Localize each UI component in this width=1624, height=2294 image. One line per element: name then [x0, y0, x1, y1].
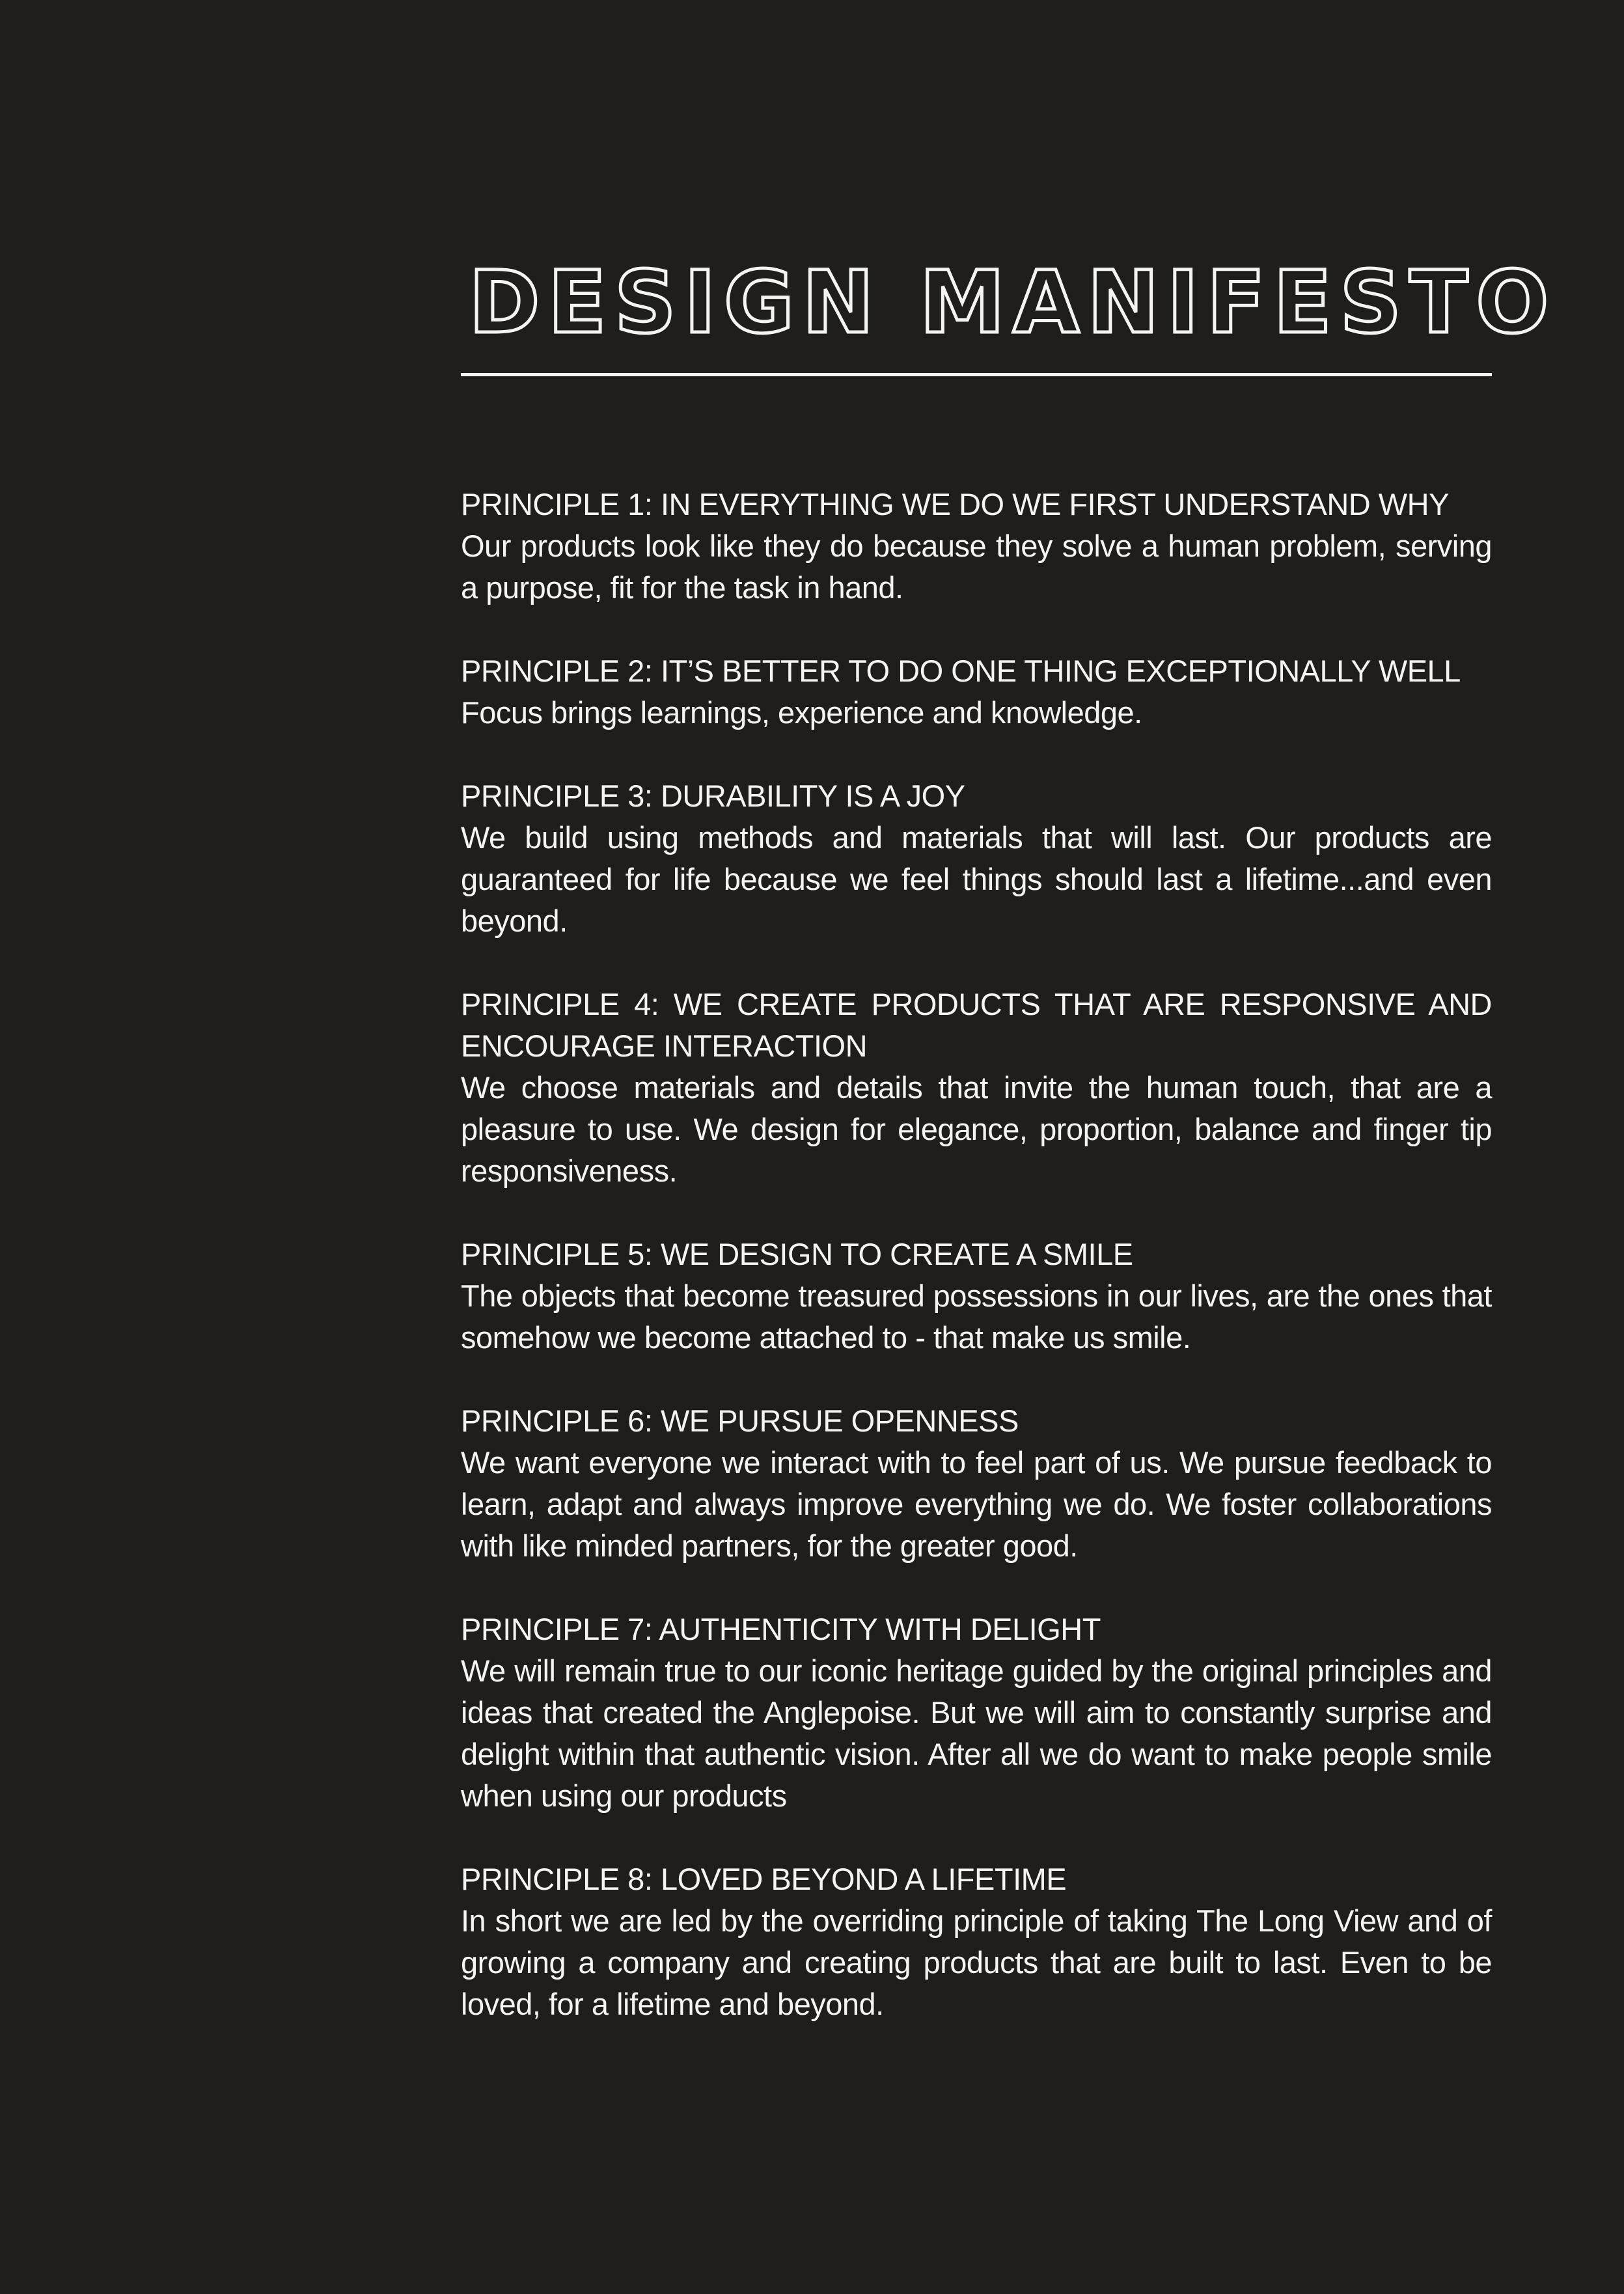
principle-body: In short we are led by the overriding principle of taking The Long View and of growing a company and creating products that are built to last. Even to be loved, for a lifetime and beyond. — [461, 1903, 1492, 2021]
principle-8 — [461, 1859, 1492, 2025]
principle-3 — [461, 775, 1492, 942]
principle-body: We will remain true to our iconic heritage guided by the original principles and ideas that created the Anglepoise. But we will aim to constantly surprise and delight within that authentic vision. After all we do want to make people smile when using our products — [461, 1653, 1492, 1813]
principle-heading: PRINCIPLE 1: IN EVERYTHING WE DO WE FIRST UNDERSTAND WHY — [461, 487, 1449, 521]
principle-2 — [461, 650, 1492, 734]
principle-body: We want everyone we interact with to feel part of us. We pursue feedback to learn, adapt and always improve everything we do. We foster collaborations with like minded partners, for the greater good. — [461, 1445, 1492, 1563]
principle-heading: PRINCIPLE 2: IT’S BETTER TO DO ONE THING EXCEPTIONALLY WELL — [461, 654, 1461, 688]
principle-heading: PRINCIPLE 5: WE DESIGN TO CREATE A SMILE — [461, 1237, 1133, 1271]
principle-heading: PRINCIPLE 6: WE PURSUE OPENNESS — [461, 1403, 1019, 1438]
principle-body: We choose materials and details that invite the human touch, that are a pleasure to use. We design for elegance, proportion, balance and finger tip responsiveness. — [461, 1070, 1492, 1188]
principle-heading: PRINCIPLE 3: DURABILITY IS A JOY — [461, 779, 965, 813]
principle-7 — [461, 1609, 1492, 1817]
title-divider — [461, 373, 1492, 376]
principle-heading: PRINCIPLE 4: WE CREATE PRODUCTS THAT ARE RESPONSIVE AND ENCOURAGE INTERACTION — [461, 987, 1492, 1063]
principle-heading: PRINCIPLE 8: LOVED BEYOND A LIFETIME — [461, 1862, 1067, 1896]
principle-4 — [461, 984, 1492, 1192]
principle-body: Focus brings learnings, experience and knowledge. — [461, 695, 1142, 730]
principle-1 — [461, 484, 1492, 609]
principle-6 — [461, 1400, 1492, 1567]
principle-body: Our products look like they do because they solve a human problem, serving a purpose, fit for the task in hand. — [461, 529, 1492, 605]
principle-body: We build using methods and materials that will last. Our products are guaranteed for life because we feel things should last a lifetime...and even beyond. — [461, 820, 1492, 938]
principle-body: The objects that become treasured possessions in our lives, are the ones that somehow we become attached to - that make us smile. — [461, 1278, 1492, 1355]
page-title: DESIGN MANIFESTO — [469, 253, 1557, 353]
principle-heading: PRINCIPLE 7: AUTHENTICITY WITH DELIGHT — [461, 1612, 1101, 1646]
manifesto-content — [461, 253, 1557, 2067]
principle-5 — [461, 1234, 1492, 1359]
principles-list — [461, 484, 1492, 2025]
